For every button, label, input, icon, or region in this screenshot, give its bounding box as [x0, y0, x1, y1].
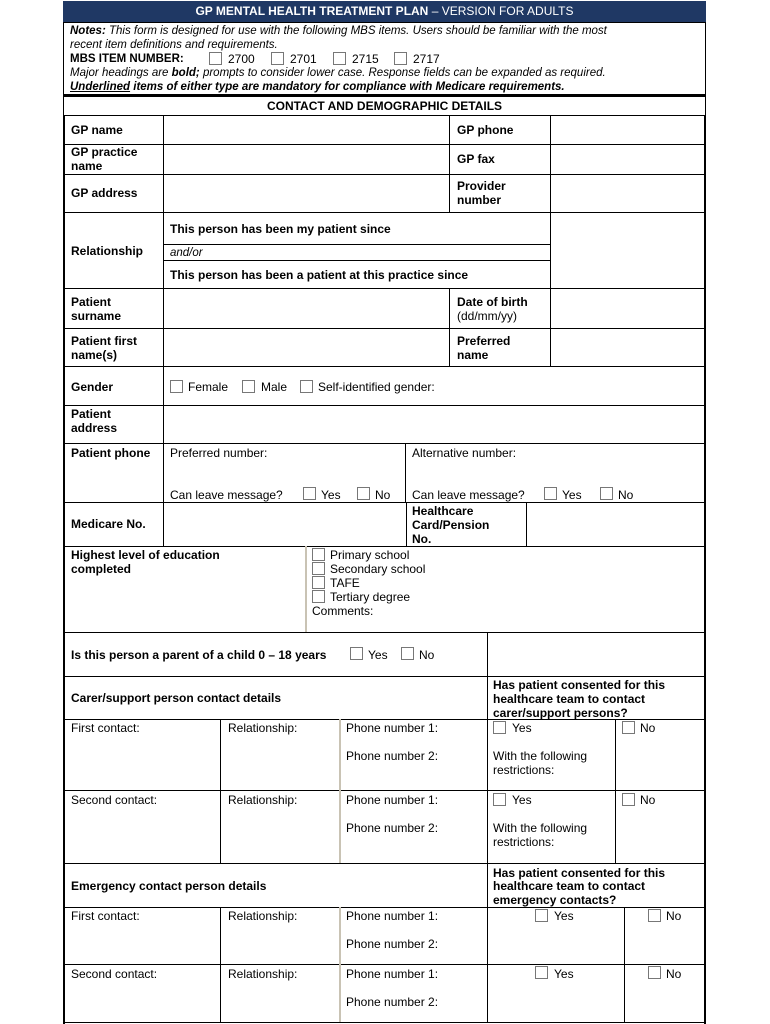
relationship-label: Relationship	[71, 244, 144, 258]
edu-tafe-checkbox[interactable]	[312, 576, 325, 589]
emergency-second-consent-yes-label: Yes	[554, 967, 574, 981]
mbs-2717-checkbox[interactable]	[394, 52, 407, 65]
mbs-2717-label: 2717	[413, 52, 440, 66]
gp-name-label: GP name	[71, 123, 123, 137]
pref-message-yes-label: Yes	[321, 488, 341, 502]
carer-second-consent-no-label: No	[640, 793, 656, 807]
gender-male-label: Male	[261, 380, 288, 394]
pref-message-no-checkbox[interactable]	[357, 487, 370, 500]
emergency-first-phone2-label: Phone number 2:	[346, 937, 439, 951]
patient-address-field[interactable]	[165, 407, 704, 442]
gender-male-checkbox[interactable]	[242, 380, 255, 393]
emergency-second-consent-no-label: No	[666, 967, 682, 981]
emergency-second-contact-label: Second contact:	[71, 967, 158, 981]
mbs-2700-label: 2700	[228, 52, 255, 66]
mbs-2700-checkbox[interactable]	[209, 52, 222, 65]
carer-second-contact-label: Second contact:	[71, 793, 158, 807]
and-or-label: and/or	[170, 247, 203, 259]
edu-comments-label: Comments:	[312, 604, 374, 618]
carer-second-consent-yes-label: Yes	[512, 793, 532, 807]
emergency-first-contact-label: First contact:	[71, 909, 140, 923]
alt-leave-message-label: Can leave message?	[412, 488, 525, 502]
notes-line-5: Underlined items of either type are mandatory for compliance with Medicare requirements.	[70, 81, 565, 93]
provider-label-1: Provider	[457, 179, 506, 193]
dob-format: (dd/mm/yy)	[457, 309, 517, 323]
carer-second-phone1-label: Phone number 1:	[346, 793, 439, 807]
edu-primary-checkbox[interactable]	[312, 548, 325, 561]
patient-since-field[interactable]	[552, 214, 704, 243]
emergency-second-phone2-label: Phone number 2:	[346, 995, 439, 1009]
healthcare-card-label-3: No.	[412, 532, 432, 546]
first-name-field[interactable]	[165, 330, 448, 365]
emergency-second-consent-no-checkbox[interactable]	[648, 966, 661, 979]
emergency-second-relationship-label: Relationship:	[228, 967, 298, 981]
emergency-first-consent-no-checkbox[interactable]	[648, 909, 661, 922]
carer-consent-3: carer/support persons?	[493, 706, 628, 720]
gender-female-checkbox[interactable]	[170, 380, 183, 393]
emergency-second-phone1-label: Phone number 1:	[346, 967, 439, 981]
alt-message-no-label: No	[618, 488, 634, 502]
emergency-consent-2: healthcare team to contact	[493, 879, 646, 893]
notes-line-2: recent item definitions and requirements.	[70, 39, 278, 51]
emergency-first-relationship-label: Relationship:	[228, 909, 298, 923]
gender-label: Gender	[71, 380, 114, 394]
surname-label-2: surname	[71, 309, 122, 323]
practice-since-field[interactable]	[552, 262, 704, 287]
gp-phone-label: GP phone	[457, 123, 514, 137]
gp-address-field[interactable]	[165, 176, 448, 211]
alt-message-yes-checkbox[interactable]	[544, 487, 557, 500]
patient-address-label-2: address	[71, 421, 118, 435]
carer-second-phone2-label: Phone number 2:	[346, 821, 439, 835]
alt-message-yes-label: Yes	[562, 488, 582, 502]
carer-first-phone2-label: Phone number 2:	[346, 749, 439, 763]
carer-second-restrict-1: With the following	[493, 821, 588, 835]
first-name-label-2: name(s)	[71, 348, 118, 362]
parent-yes-checkbox[interactable]	[350, 647, 363, 660]
healthcare-card-label-1: Healthcare	[412, 504, 474, 518]
pref-message-no-label: No	[375, 488, 391, 502]
parent-no-label: No	[419, 648, 435, 662]
gp-practice-label-2: name	[71, 159, 103, 173]
emergency-consent-3: emergency contacts?	[493, 893, 617, 907]
carer-first-restrict-2: restrictions:	[493, 763, 555, 777]
emergency-first-phone1-label: Phone number 1:	[346, 909, 439, 923]
edu-tafe-label: TAFE	[330, 576, 360, 590]
gp-address-label: GP address	[71, 186, 138, 200]
gp-phone-field[interactable]	[552, 118, 704, 143]
mbs-2715-label: 2715	[352, 52, 379, 66]
carer-second-restrict-2: restrictions:	[493, 835, 555, 849]
gender-female-label: Female	[188, 380, 229, 394]
emergency-first-consent-yes-label: Yes	[554, 909, 574, 923]
patient-phone-label: Patient phone	[71, 446, 151, 460]
edu-secondary-checkbox[interactable]	[312, 562, 325, 575]
provider-field[interactable]	[552, 176, 704, 211]
carer-first-consent-yes-label: Yes	[512, 721, 532, 735]
gp-fax-label: GP fax	[457, 152, 495, 166]
pref-leave-message-label: Can leave message?	[170, 488, 283, 502]
mbs-label: MBS ITEM NUMBER:	[70, 53, 184, 65]
emergency-consent-1: Has patient consented for this	[493, 866, 666, 880]
carer-second-relationship-label: Relationship:	[228, 793, 298, 807]
education-label-2: completed	[71, 562, 132, 576]
preferred-number-label: Preferred number:	[170, 446, 268, 460]
provider-label-2: number	[457, 193, 502, 207]
parent-no-checkbox[interactable]	[401, 647, 414, 660]
medicare-field[interactable]	[165, 504, 405, 545]
carer-second-consent-no-checkbox[interactable]	[622, 793, 635, 806]
carer-first-consent-no-label: No	[640, 721, 656, 735]
healthcare-card-field[interactable]	[528, 504, 704, 545]
carer-consent-2: healthcare team to contact	[493, 692, 646, 706]
carer-first-contact-label: First contact:	[71, 721, 140, 735]
mbs-2715-checkbox[interactable]	[333, 52, 346, 65]
parent-yes-label: Yes	[368, 648, 388, 662]
gender-self-label: Self-identified gender:	[318, 380, 435, 394]
medicare-label: Medicare No.	[71, 517, 146, 531]
contact-section-title: CONTACT AND DEMOGRAPHIC DETAILS	[266, 99, 503, 113]
surname-field[interactable]	[165, 290, 448, 327]
carer-first-restrict-1: With the following	[493, 749, 588, 763]
edu-primary-label: Primary school	[330, 548, 410, 562]
pref-message-yes-checkbox[interactable]	[303, 487, 316, 500]
emergency-second-consent-yes-checkbox[interactable]	[535, 966, 548, 979]
practice-since-label: This person has been a patient at this practice since	[170, 268, 469, 282]
dob-label: Date of birth	[457, 295, 528, 309]
gp-practice-field[interactable]	[165, 146, 448, 173]
preferred-name-label-2: name	[457, 348, 489, 362]
healthcare-card-label-2: Card/Pension	[412, 518, 490, 532]
carer-consent-1: Has patient consented for this	[493, 678, 666, 692]
form-title: GP MENTAL HEALTH TREATMENT PLAN – VERSION FOR ADULTS	[195, 4, 574, 18]
carer-heading: Carer/support person contact details	[71, 691, 282, 705]
notes-line-1: Notes: This form is designed for use with the following MBS items. Users should be familiar with the most	[70, 25, 607, 37]
gender-self-checkbox[interactable]	[300, 380, 313, 393]
carer-first-consent-no-checkbox[interactable]	[622, 721, 635, 734]
edu-tertiary-checkbox[interactable]	[312, 590, 325, 603]
surname-label-1: Patient	[71, 295, 112, 309]
carer-first-consent-yes-checkbox[interactable]	[493, 721, 506, 734]
notes-line-4: Major headings are bold; prompts to consider lower case. Response fields can be expanded as required.	[70, 67, 606, 79]
edu-tertiary-label: Tertiary degree	[330, 590, 411, 604]
emergency-first-consent-yes-checkbox[interactable]	[535, 909, 548, 922]
parent-question: Is this person a parent of a child 0 – 18 years	[71, 648, 327, 662]
mbs-2701-checkbox[interactable]	[271, 52, 284, 65]
patient-since-label: This person has been my patient since	[170, 222, 391, 236]
gp-name-field[interactable]	[165, 118, 448, 143]
emergency-heading: Emergency contact person details	[71, 879, 267, 893]
edu-secondary-label: Secondary school	[330, 562, 426, 576]
gp-fax-field[interactable]	[552, 146, 704, 173]
alt-message-no-checkbox[interactable]	[600, 487, 613, 500]
education-label-1: Highest level of education	[71, 548, 220, 562]
dob-field[interactable]	[552, 290, 704, 327]
carer-first-relationship-label: Relationship:	[228, 721, 298, 735]
preferred-name-label-1: Preferred	[457, 334, 511, 348]
first-name-label-1: Patient first	[71, 334, 138, 348]
carer-first-phone1-label: Phone number 1:	[346, 721, 439, 735]
carer-second-consent-yes-checkbox[interactable]	[493, 793, 506, 806]
alternative-number-label: Alternative number:	[412, 446, 517, 460]
preferred-name-field[interactable]	[552, 330, 704, 365]
gp-practice-label-1: GP practice	[71, 145, 138, 159]
patient-address-label-1: Patient	[71, 407, 112, 421]
emergency-first-consent-no-label: No	[666, 909, 682, 923]
mbs-2701-label: 2701	[290, 52, 317, 66]
